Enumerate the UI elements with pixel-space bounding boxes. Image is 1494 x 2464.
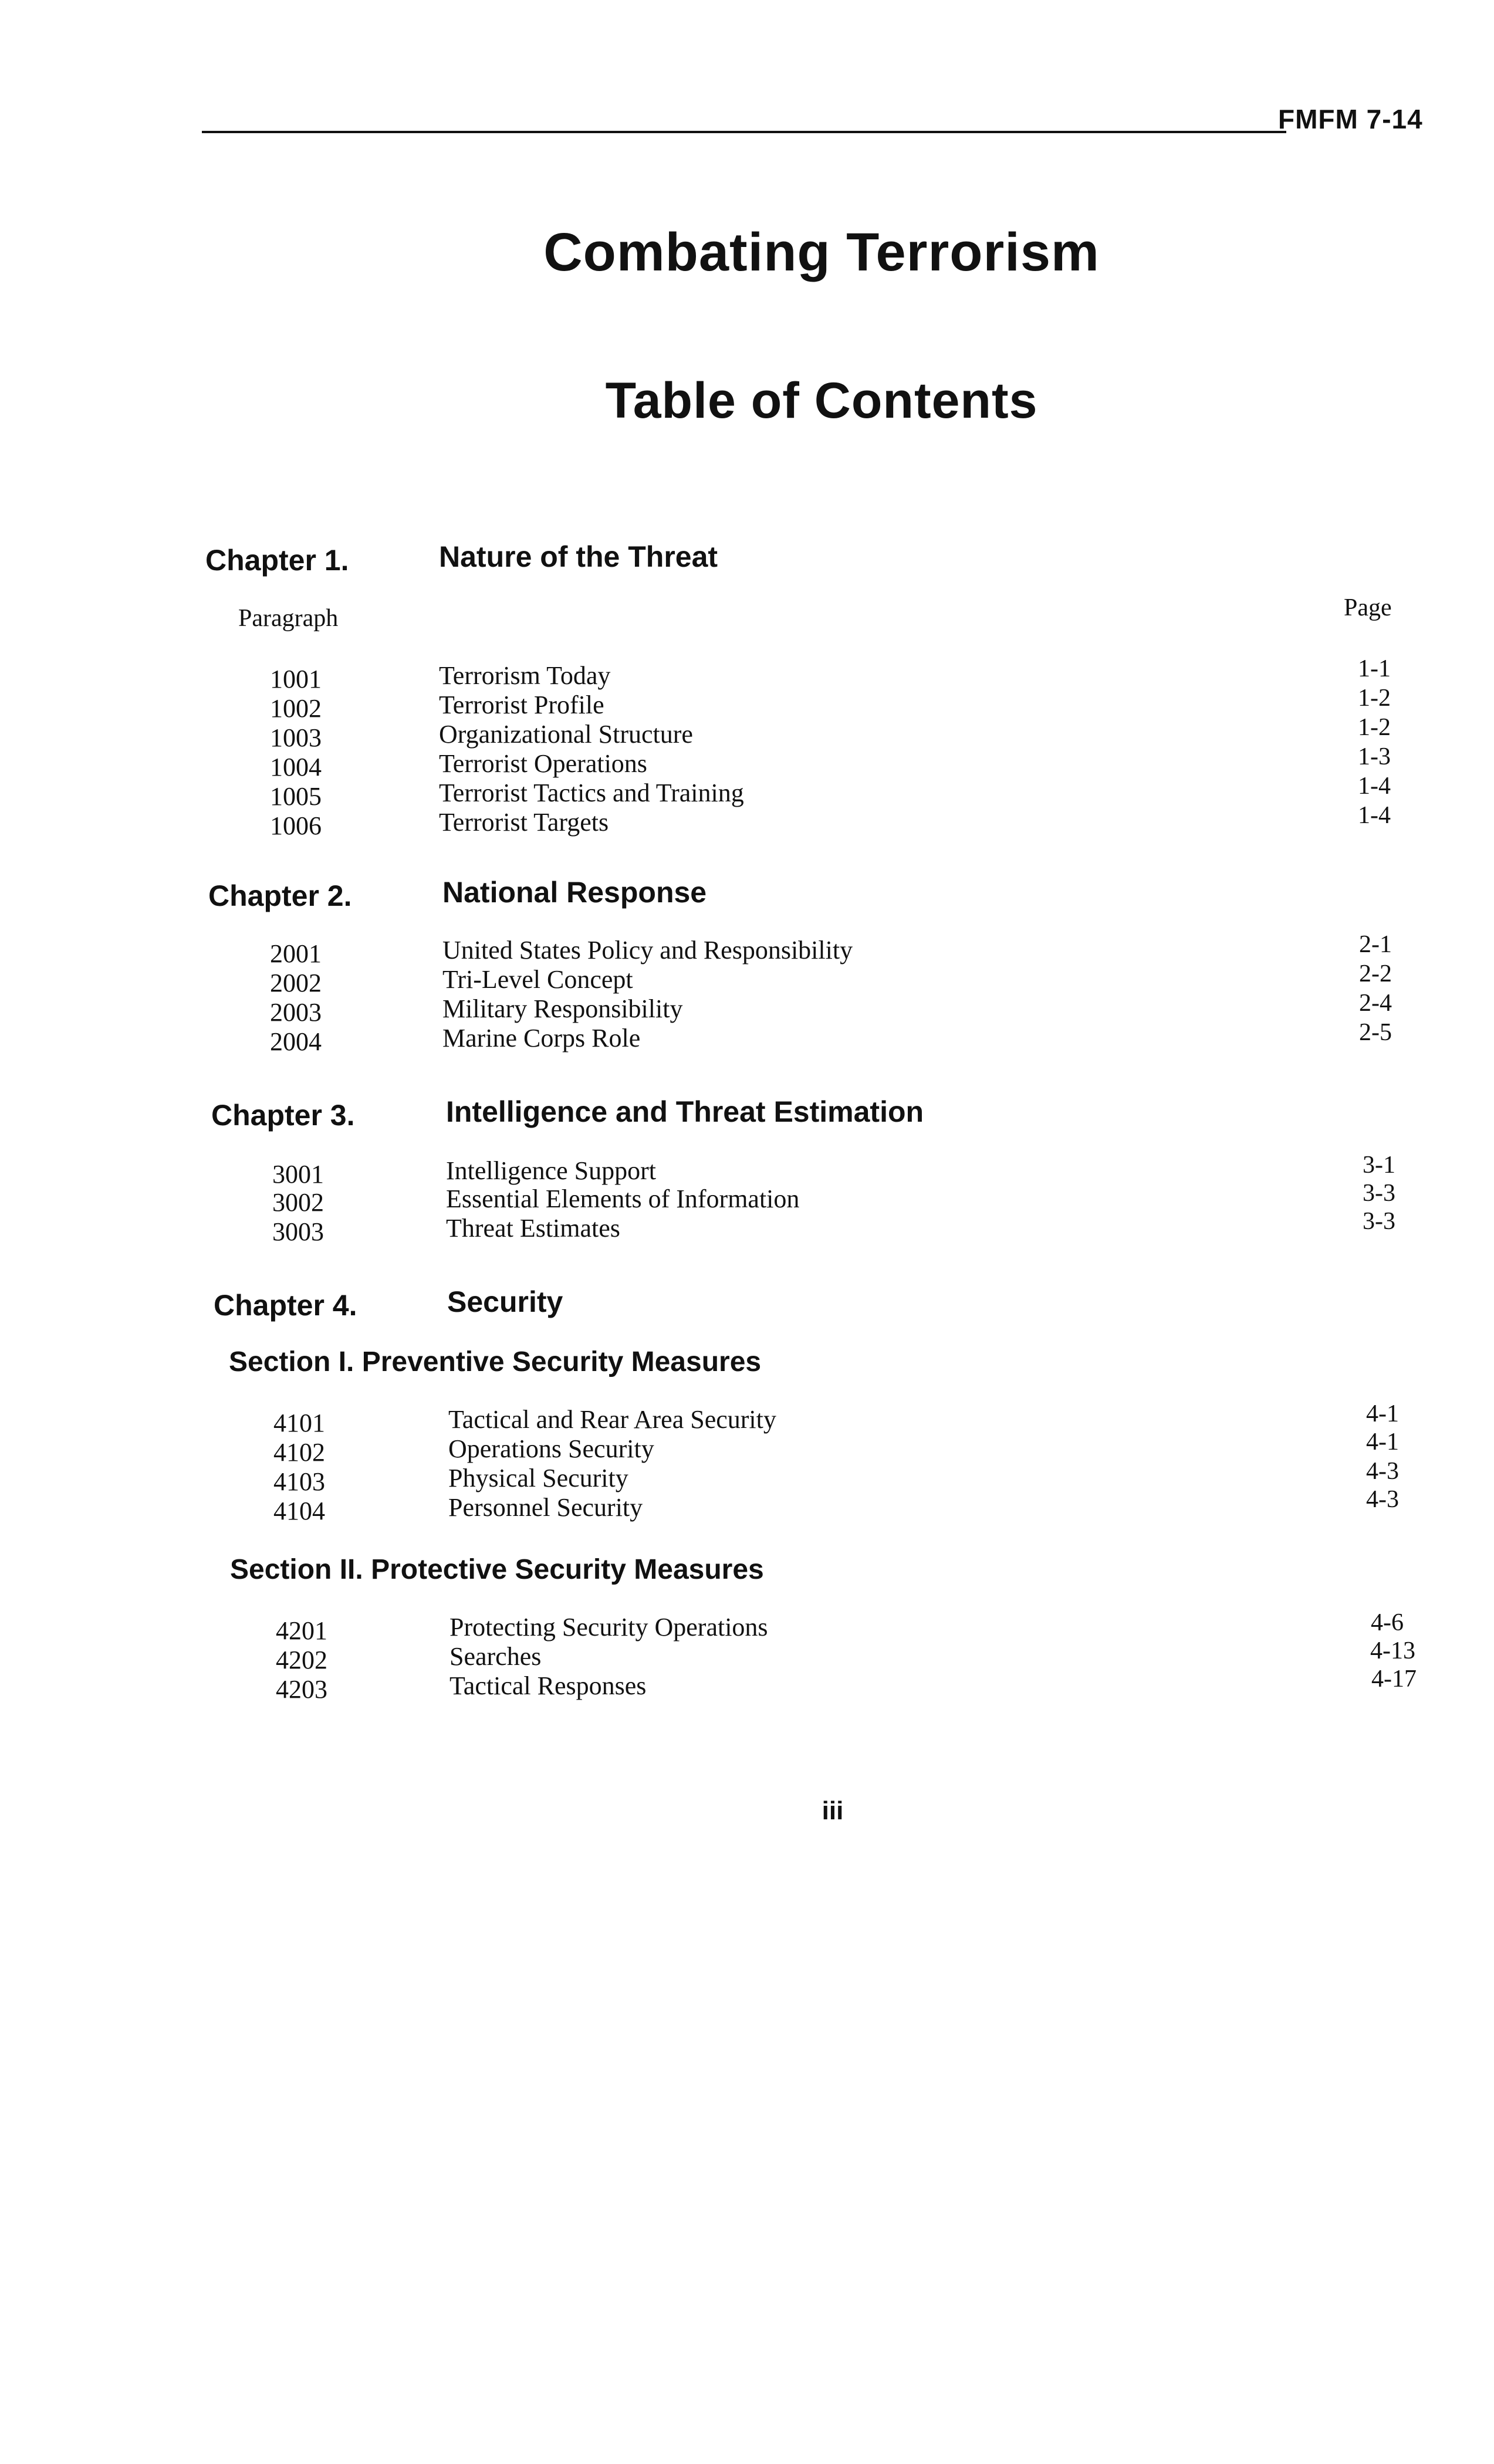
section-heading [230,1553,764,1586]
entry-title[interactable]: Terrorism Today [439,661,611,690]
entry-title[interactable]: Personnel Security [448,1493,643,1522]
paragraph-number: 2003 [270,998,322,1027]
entry-title[interactable]: Threat Estimates [446,1214,620,1243]
page-number: 4-1 [1366,1400,1399,1427]
entry-title[interactable]: Terrorist Profile [439,691,604,719]
chapter-title: Intelligence and Threat Estimation [446,1095,924,1128]
section-title: Protective Security Measures [371,1554,764,1585]
chapter-label: Chapter 1. [205,544,349,577]
paragraph-number: 4101 [273,1409,325,1437]
chapter-title: Nature of the Threat [439,540,718,573]
paragraph-number: 1003 [270,723,322,752]
entry-title[interactable]: Terrorist Targets [439,808,609,837]
page-number: 3-1 [1363,1152,1395,1179]
entry-title[interactable]: Searches [449,1642,542,1671]
entry-title[interactable]: Terrorist Tactics and Training [439,779,744,807]
page-folio: iii [822,1796,844,1825]
entry-title[interactable]: Intelligence Support [446,1156,657,1185]
chapter-label: Chapter 3. [211,1099,355,1132]
entry-title[interactable]: Protecting Security Operations [449,1613,768,1641]
chapter-title: National Response [442,876,707,909]
section-title: Preventive Security Measures [361,1346,762,1377]
paragraph-number: 4202 [276,1646,327,1674]
paragraph-number: 2004 [270,1027,322,1056]
paragraph-number: 1004 [270,753,322,781]
paragraph-number: 3001 [272,1160,324,1189]
entry-title[interactable]: Organizational Structure [439,720,693,749]
entry-title[interactable]: Tri-Level Concept [442,965,633,994]
page-number: 3-3 [1363,1180,1395,1207]
paragraph-number: 2001 [270,939,322,968]
page-number: 4-6 [1371,1609,1404,1636]
page-number: 1-2 [1358,714,1391,741]
entry-title[interactable]: Tactical Responses [449,1671,647,1700]
paragraph-number: 4201 [276,1616,327,1645]
chapter-label: Chapter 2. [208,879,352,912]
paragraph-number: 3003 [272,1217,324,1246]
entry-title[interactable]: Operations Security [448,1434,654,1463]
page-number: 4-3 [1366,1458,1399,1485]
paragraph-column-label: Paragraph [238,605,339,632]
page-number: 4-13 [1370,1637,1415,1664]
page-number: 1-3 [1358,743,1391,770]
page-number: 4-17 [1371,1666,1417,1693]
entry-title[interactable]: Essential Elements of Information [446,1184,800,1213]
page-number: 1-2 [1358,685,1391,712]
paragraph-number: 1002 [270,694,322,723]
entry-title[interactable]: United States Policy and Responsibility [442,936,853,964]
paragraph-number: 1001 [270,665,322,693]
chapter-title: Security [447,1285,563,1318]
page-number: 1-1 [1358,655,1391,682]
paragraph-number: 4103 [273,1467,325,1496]
paragraph-number: 1005 [270,782,322,811]
page-number: 1-4 [1358,802,1391,829]
header-rule [202,131,1286,133]
page-number: 3-3 [1363,1208,1395,1235]
page-number: 1-4 [1358,773,1391,800]
chapter-label: Chapter 4. [214,1289,357,1322]
page-number: 2-1 [1359,931,1392,958]
toc-heading: Table of Contents [605,373,1038,429]
paragraph-number: 4102 [273,1438,325,1467]
entry-title[interactable]: Physical Security [448,1464,628,1492]
page-number: 4-1 [1366,1429,1399,1456]
page-column-label: Page [1344,594,1392,621]
page-number: 4-3 [1366,1486,1399,1513]
document-title: Combating Terrorism [543,222,1100,282]
paragraph-number: 4104 [273,1497,325,1525]
page-number: 2-5 [1359,1019,1392,1046]
paragraph-number: 1006 [270,811,322,840]
entry-title[interactable]: Marine Corps Role [442,1024,641,1052]
page-number: 2-4 [1359,990,1392,1017]
page-number: 2-2 [1359,960,1392,987]
document-code: FMFM 7-14 [1278,104,1423,134]
section-label: Section II. [230,1554,363,1585]
entry-title[interactable]: Terrorist Operations [439,749,647,778]
section-label: Section I. [229,1346,354,1377]
entry-title[interactable]: Tactical and Rear Area Security [448,1405,776,1434]
paragraph-number: 3002 [272,1188,324,1217]
paragraph-number: 4203 [276,1675,327,1704]
entry-title[interactable]: Military Responsibility [442,994,683,1023]
section-heading [229,1346,761,1378]
paragraph-number: 2002 [270,969,322,997]
